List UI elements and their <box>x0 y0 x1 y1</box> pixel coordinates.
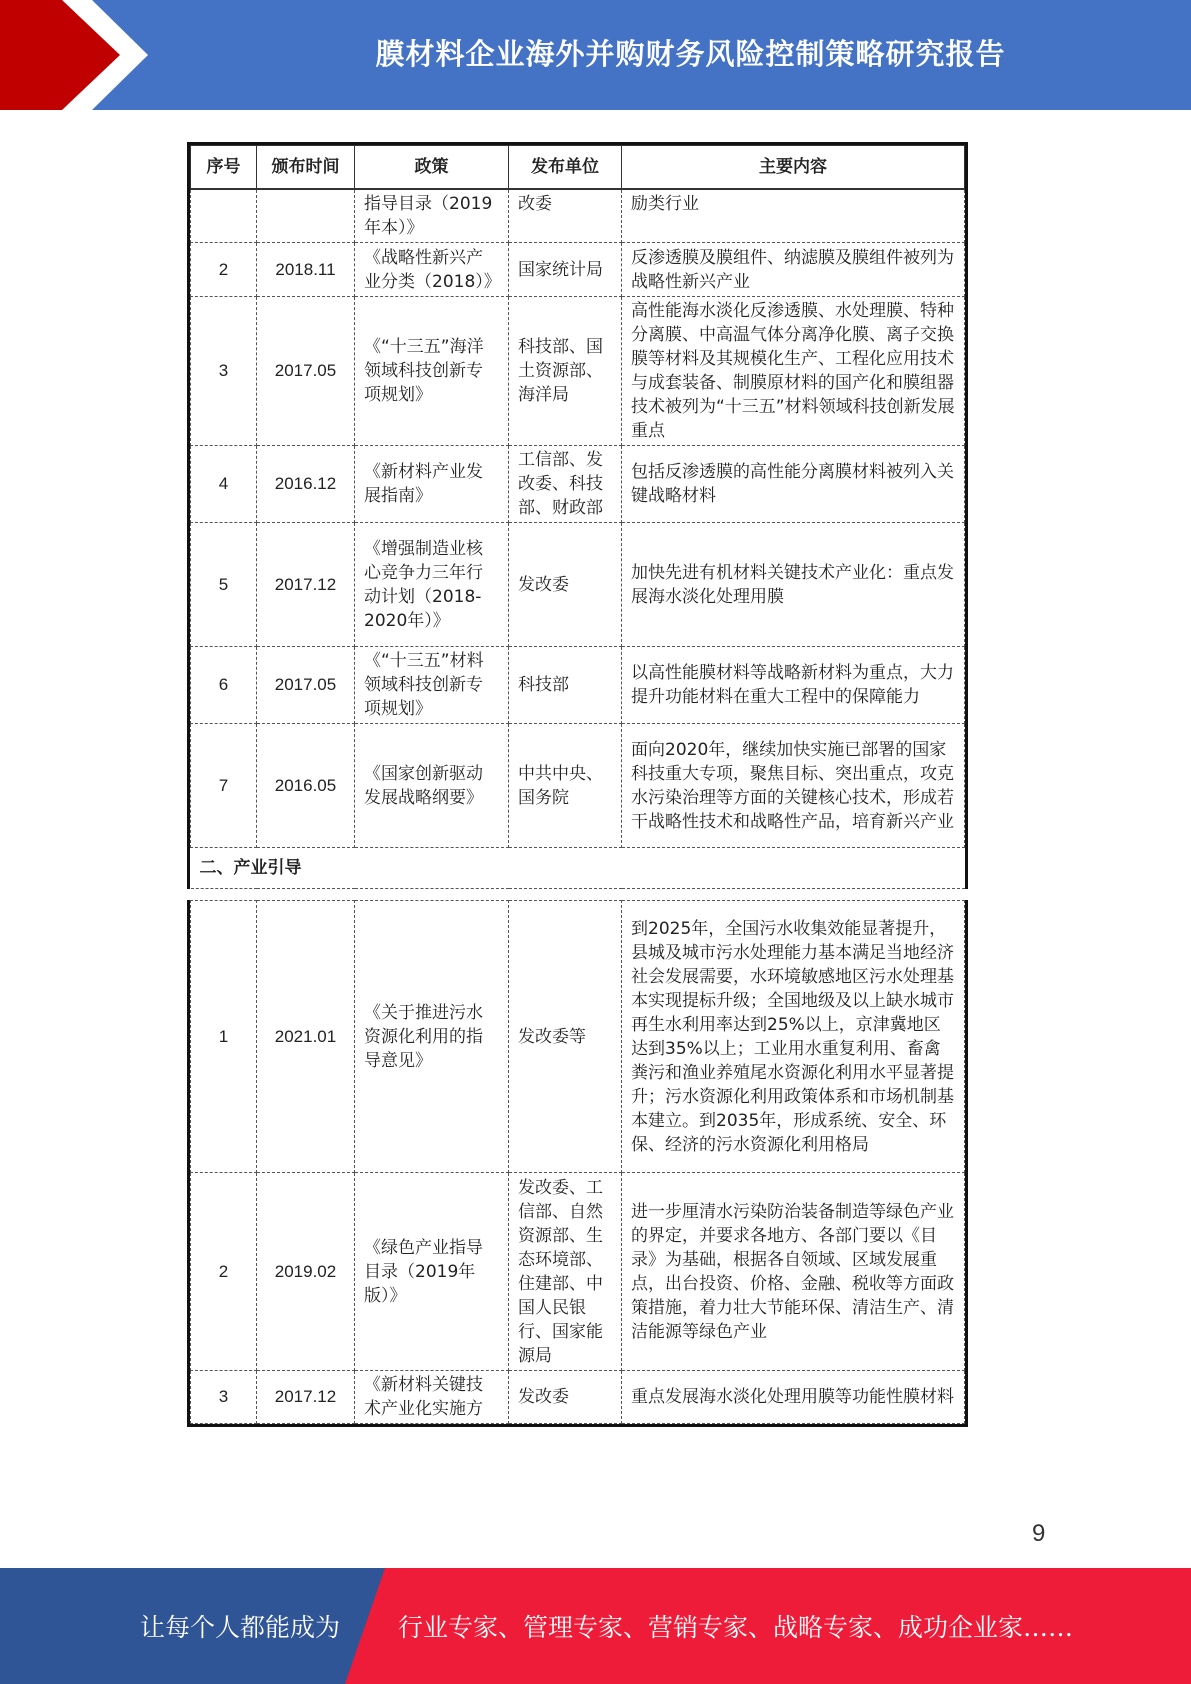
cell-policy: 《新材料产业发展指南》 <box>355 446 509 523</box>
cell-date: 2021.01 <box>257 901 355 1173</box>
cell-no: 4 <box>191 446 257 523</box>
footer-slogan-left: 让每个人都能成为 <box>140 1613 341 1642</box>
policy-table-bottom <box>187 900 968 1427</box>
header-banner <box>0 0 1191 110</box>
cell-no: 3 <box>191 297 257 446</box>
header-content: 主要内容 <box>622 146 965 190</box>
policy-table-top <box>187 142 968 889</box>
cell-date: 2016.12 <box>257 446 355 523</box>
cell-no: 5 <box>191 523 257 647</box>
cell-date: 2017.12 <box>257 523 355 647</box>
cell-content: 进一步厘清水污染防治装备制造等绿色产业的界定，并要求各地方、各部门要以《目录》为基础，根据各自领域、区域发展重点，出台投资、价格、金融、税收等方面政策措施，着力壮大节能环保、清洁生产、清洁能源等绿色产业 <box>622 1173 965 1371</box>
page-number: 9 <box>1032 1520 1046 1547</box>
cell-date <box>257 189 355 243</box>
section-label: 二、产业引导 <box>191 848 965 889</box>
cell-issuer: 发改委等 <box>509 901 622 1173</box>
cell-no: 2 <box>191 1173 257 1371</box>
header-issuer: 发布单位 <box>509 146 622 190</box>
cell-content: 励类行业 <box>622 189 965 243</box>
cell-no: 2 <box>191 243 257 297</box>
cell-date: 2017.05 <box>257 297 355 446</box>
cell-no <box>191 189 257 243</box>
cell-issuer: 工信部、发改委、科技部、财政部 <box>509 446 622 523</box>
cell-date: 2017.05 <box>257 647 355 724</box>
cell-content: 包括反渗透膜的高性能分离膜材料被列入关键战略材料 <box>622 446 965 523</box>
cell-content: 高性能海水淡化反渗透膜、水处理膜、特种分离膜、中高温气体分离净化膜、离子交换膜等材料及其规模化生产、工程化应用技术与成套装备、制膜原材料的国产化和膜组器技术被列为“十三五”材料领域科技创新发展重点 <box>622 297 965 446</box>
table-row <box>191 297 965 446</box>
cell-policy: 《增强制造业核心竞争力三年行动计划（2018-2020年）》 <box>355 523 509 647</box>
cell-policy: 《关于推进污水资源化利用的指导意见》 <box>355 901 509 1173</box>
cell-no: 3 <box>191 1371 257 1424</box>
cell-date: 2018.11 <box>257 243 355 297</box>
cell-date: 2017.12 <box>257 1371 355 1424</box>
cell-policy: 指导目录（2019年本）》 <box>355 189 509 243</box>
cell-content: 面向2020年，继续加快实施已部署的国家科技重大专项，聚焦目标、突出重点，攻克水污染治理等方面的关键核心技术，形成若干战略性技术和战略性产品，培育新兴产业 <box>622 724 965 848</box>
cell-no: 6 <box>191 647 257 724</box>
header-policy: 政策 <box>355 146 509 190</box>
cell-date: 2019.02 <box>257 1173 355 1371</box>
document-title: 膜材料企业海外并购财务风险控制策略研究报告 <box>375 36 1006 71</box>
table-row <box>191 1173 965 1371</box>
table-row <box>191 647 965 724</box>
cell-date: 2016.05 <box>257 724 355 848</box>
cell-content: 反渗透膜及膜组件、纳滤膜及膜组件被列为战略性新兴产业 <box>622 243 965 297</box>
footer-banner <box>0 1568 1191 1684</box>
table-row <box>191 1371 965 1424</box>
cell-issuer: 中共中央、国务院 <box>509 724 622 848</box>
cell-content: 以高性能膜材料等战略新材料为重点，大力提升功能材料在重大工程中的保障能力 <box>622 647 965 724</box>
cell-policy: 《国家创新驱动发展战略纲要》 <box>355 724 509 848</box>
table-header-row <box>191 146 965 190</box>
table-row <box>191 901 965 1173</box>
cell-policy: 《绿色产业指导目录（2019年版）》 <box>355 1173 509 1371</box>
cell-content: 加快先进有机材料关键技术产业化：重点发展海水淡化处理用膜 <box>622 523 965 647</box>
cell-policy: 《新材料关键技术产业化实施方 <box>355 1371 509 1424</box>
cell-policy: 《“十三五”材料领域科技创新专项规划》 <box>355 647 509 724</box>
table-row <box>191 189 965 243</box>
table-row <box>191 523 965 647</box>
cell-policy: 《战略性新兴产业分类（2018）》 <box>355 243 509 297</box>
cell-content: 到2025年，全国污水收集效能显著提升，县城及城市污水处理能力基本满足当地经济社会发展需要，水环境敏感地区污水处理基本实现提标升级；全国地级及以上缺水城市再生水利用率达到25%以上，京津冀地区达到35%以上；工业用水重复利用、畜禽粪污和渔业养殖尾水资源化利用水平显著提升；污水资源化利用政策体系和市场机制基本建立。到2035年，形成系统、安全、环保、经济的污水资源化利用格局 <box>622 901 965 1173</box>
header-date: 颁布时间 <box>257 146 355 190</box>
cell-issuer: 国家统计局 <box>509 243 622 297</box>
table-row <box>191 243 965 297</box>
table-row <box>191 724 965 848</box>
header-no: 序号 <box>191 146 257 190</box>
table-row <box>191 446 965 523</box>
cell-issuer: 科技部、国土资源部、海洋局 <box>509 297 622 446</box>
cell-no: 7 <box>191 724 257 848</box>
section-row <box>191 848 965 889</box>
cell-content: 重点发展海水淡化处理用膜等功能性膜材料 <box>622 1371 965 1424</box>
cell-issuer: 改委 <box>509 189 622 243</box>
cell-issuer: 发改委 <box>509 523 622 647</box>
cell-issuer: 发改委 <box>509 1371 622 1424</box>
cell-issuer: 科技部 <box>509 647 622 724</box>
header-arrow-decoration <box>0 0 150 110</box>
cell-no: 1 <box>191 901 257 1173</box>
cell-issuer: 发改委、工信部、自然资源部、生态环境部、住建部、中国人民银行、国家能源局 <box>509 1173 622 1371</box>
cell-policy: 《“十三五”海洋领域科技创新专项规划》 <box>355 297 509 446</box>
footer-slogan-right: 行业专家、管理专家、营销专家、战略专家、成功企业家…… <box>398 1613 1074 1642</box>
